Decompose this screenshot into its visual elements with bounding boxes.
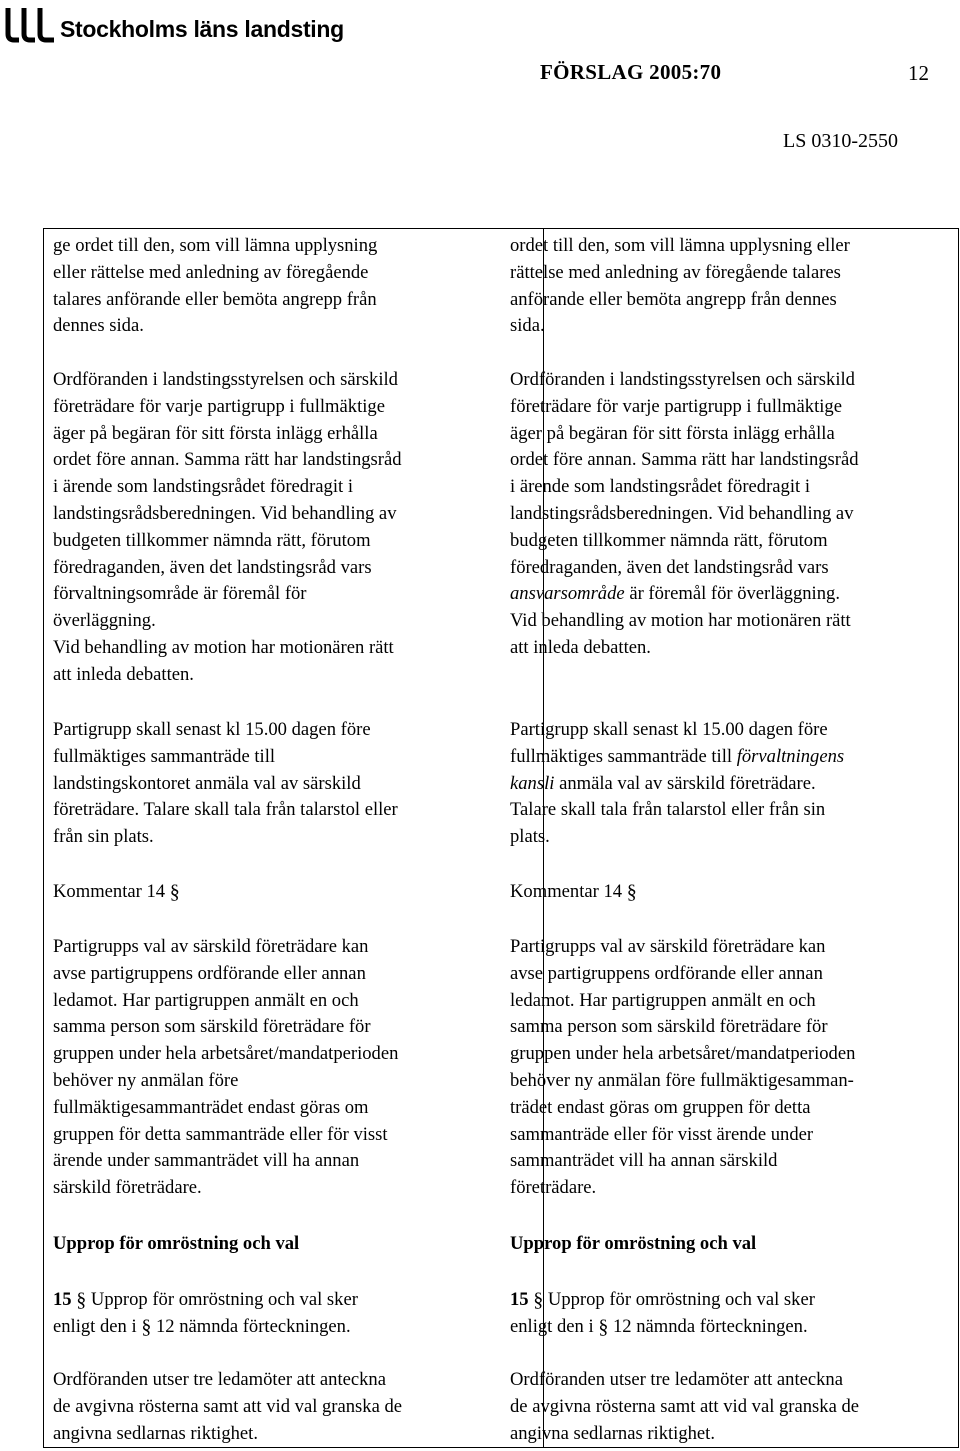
landsting-logo-icon	[4, 6, 56, 44]
right-paragraph-1: ordet till den, som vill lämna upplysning eller rättelse med anledning av föregående talares anförande eller bemöta angrepp från dennes sida.	[510, 235, 850, 337]
section-text: enligt den i	[510, 1315, 594, 1337]
comparison-table	[43, 228, 959, 1448]
proposed-text-column	[510, 229, 956, 1447]
left-section-15	[53, 1287, 535, 1341]
left-paragraph-2: Ordföranden i landstingsstyrelsen och särskild företrädare för varje partigrupp i fullmäktige äger på begäran för sitt första inlägg erhålla ordet före annan. Samma rätt har landstingsråd i ärende som landstingsrådet föredragit i landstingsrådsberedningen. Vid behandling av budgeten tillkommer nämnda rätt, förutom föredraganden, även det landstingsråd vars förvaltningsområde är föremål för överläggning. Vid behandling av motion har motionären rätt att inleda debatten.	[53, 369, 402, 685]
paragraph-text: fullmäktiges sammanträde till	[510, 745, 733, 767]
section-text: Upprop för omröstning och val sker	[90, 1289, 358, 1310]
section-sign-icon: §	[76, 1289, 87, 1311]
header-logo	[4, 6, 344, 44]
section-text: enligt den i	[53, 1315, 137, 1337]
right-heading: Upprop för omröstning och val	[510, 1233, 757, 1254]
logo-text: Stockholms läns landsting	[60, 15, 344, 42]
left-paragraph-6: Ordföranden utser tre ledamöter att anteckna de avgivna rösterna samt att vid val granska de angivna sedlarnas riktighet.	[53, 1369, 403, 1444]
current-text-column	[53, 229, 535, 1447]
section-sign-icon: §	[598, 1315, 609, 1338]
page-number: 12	[908, 61, 929, 85]
section-sign-icon: §	[141, 1315, 152, 1338]
emphasized-text: ansvarsområde	[510, 583, 625, 605]
section-text: 12 nämnda förteckningen.	[155, 1315, 351, 1337]
left-heading: Upprop för omröstning och val	[53, 1233, 300, 1254]
emphasized-text: förvaltningens	[736, 745, 845, 767]
section-sign-icon: §	[626, 881, 637, 903]
section-sign-icon: §	[533, 1289, 544, 1311]
paragraph-text: Partigrupp skall senast kl 15.00 dagen före	[510, 719, 828, 740]
right-section-15	[510, 1287, 956, 1341]
left-paragraph-3: Partigrupp skall senast kl 15.00 dagen före fullmäktiges sammanträde till landstingskontoret anmäla val av särskild företrädare. Talare skall tala från talarstol eller från sin plats.	[53, 719, 398, 848]
document-reference: LS 0310-2550	[783, 130, 898, 152]
proposal-title: FÖRSLAG 2005:70	[540, 60, 722, 84]
paragraph-text: är föremål för överläggning.	[629, 583, 840, 605]
paragraph-text: Vid behandling av motion har motionären rätt att inleda debatten.	[510, 610, 851, 658]
left-comment-label	[53, 879, 535, 906]
section-text: 12 nämnda förteckningen.	[612, 1315, 808, 1337]
right-paragraph-6: Ordföranden utser tre ledamöter att anteckna de avgivna rösterna samt att vid val granska de angivna sedlarnas riktighet.	[510, 1369, 860, 1444]
paragraph-text: Ordföranden i landstingsstyrelsen och särskild företrädare för varje partigrupp i fullmäktige äger på begäran för sitt första inlägg erhålla ordet före annan. Samma rätt har landstingsråd i ärende som landstingsrådet föredragit i landstingsrådsberedningen. Vid behandling av budgeten tillkommer nämnda rätt, förutom föredraganden, även det landstingsråd vars	[510, 369, 859, 578]
comment-text: Kommentar 14	[53, 881, 166, 902]
comment-text: Kommentar 14	[510, 881, 623, 902]
left-paragraph-4: Partigrupps val av särskild företrädare kan avse partigruppens ordförande eller annan ledamot. Har partigruppen anmält en och samma person som särskild företrädare för gruppen under hela arbetsåret/mandatperioden behöver ny anmälan före fullmäktigesammanträdet endast göras om gruppen för detta sammanträde eller för visst ärende under sammanträdet vill ha annan särskild företrädare.	[53, 936, 399, 1199]
right-paragraph-2	[510, 367, 956, 662]
paragraph-text: Talare skall tala från talarstol eller från sin plats.	[510, 799, 826, 848]
right-comment-label	[510, 879, 956, 906]
section-sign-icon: §	[169, 881, 180, 903]
emphasized-text: kansli	[510, 772, 555, 794]
right-paragraph-3	[510, 717, 956, 851]
left-paragraph-1: ge ordet till den, som vill lämna upplysning eller rättelse med anledning av föregående talares anförande eller bemöta angrepp från dennes sida.	[53, 235, 378, 337]
right-paragraph-4: Partigrupps val av särskild företrädare kan avse partigruppens ordförande eller annan ledamot. Har partigruppen anmält en och samma person som särskild företrädare för gruppen under hela arbetsåret/mandatperioden behöver ny anmälan före fullmäktigesamman- trädet endast göras om gruppen för detta sammanträde eller för visst ärende under sammanträdet vill ha annan särskild företrädare.	[510, 936, 856, 1199]
section-text: Upprop för omröstning och val sker	[547, 1289, 815, 1310]
section-number: 15	[53, 1289, 72, 1310]
paragraph-text: anmäla val av särskild företrädare.	[559, 772, 816, 794]
section-number: 15	[510, 1289, 529, 1310]
